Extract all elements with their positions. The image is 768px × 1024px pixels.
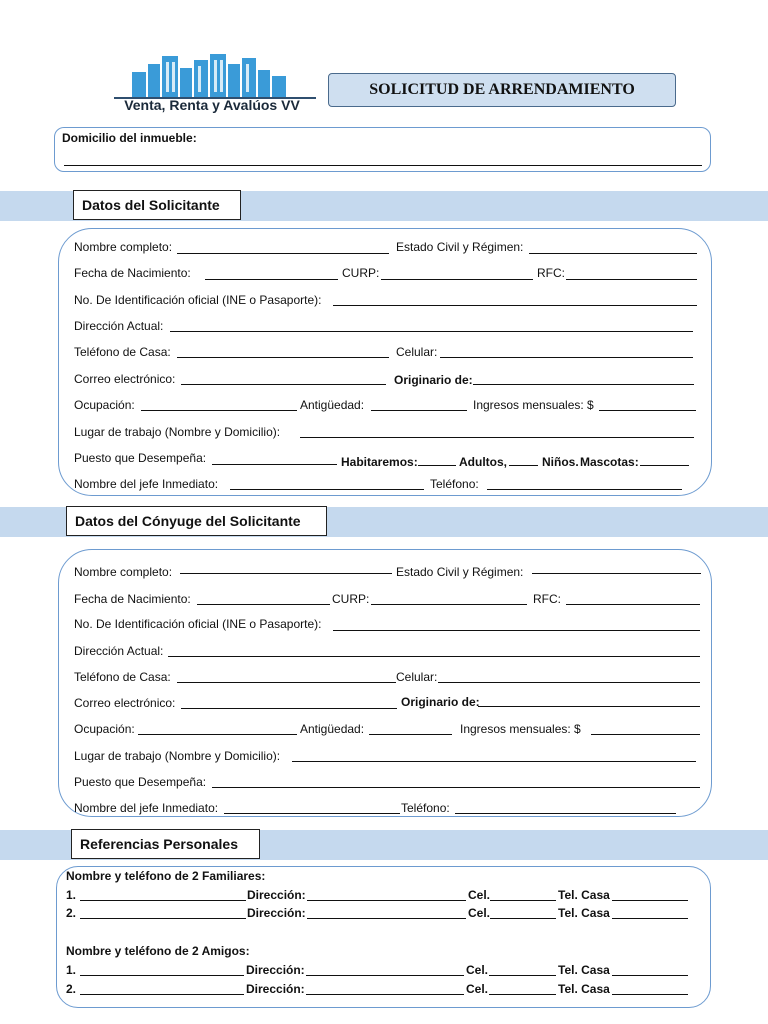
applicant-seniority-line[interactable] [371, 410, 467, 411]
spouse-email-label: Correo electrónico: [74, 696, 176, 710]
spouse-occupation-line[interactable] [138, 734, 297, 735]
applicant-income-line[interactable] [599, 410, 696, 411]
family-1-cel-line[interactable] [490, 900, 556, 901]
friend-2-number: 2. [66, 982, 77, 996]
applicant-children-label: Niños. [542, 455, 579, 469]
applicant-civil-status-line[interactable] [529, 253, 697, 254]
spouse-phone-label: Teléfono: [401, 801, 450, 815]
friend-1-home-line[interactable] [612, 975, 688, 976]
applicant-adults-label: Adultos, [459, 455, 507, 469]
applicant-full-name-label: Nombre completo: [74, 240, 173, 254]
friend-2-cel-label: Cel. [466, 982, 489, 996]
spouse-full-name-line[interactable] [180, 573, 392, 574]
applicant-civil-status-label: Estado Civil y Régimen: [396, 240, 524, 254]
friend-1-address-label: Dirección: [246, 963, 305, 977]
spouse-origin-line[interactable] [478, 706, 700, 707]
friend-1-cel-line[interactable] [489, 975, 556, 976]
spouse-boss-label: Nombre del jefe Inmediato: [74, 801, 219, 815]
applicant-home-phone-line[interactable] [177, 357, 389, 358]
applicant-mobile-line[interactable] [440, 357, 693, 358]
applicant-occupation-label: Ocupación: [74, 398, 135, 412]
spouse-civil-status-line[interactable] [532, 573, 701, 574]
family-1-cel-label: Cel. [468, 888, 491, 902]
spouse-home-phone-label: Teléfono de Casa: [74, 670, 171, 684]
applicant-seniority-label: Antigüedad: [300, 398, 365, 412]
spouse-email-line[interactable] [181, 708, 397, 709]
family-2-address-label: Dirección: [247, 906, 306, 920]
applicant-curp-label: CURP: [342, 266, 380, 280]
spouse-position-label: Puesto que Desempeña: [74, 775, 207, 789]
family-2-home-label: Tel. Casa [558, 906, 610, 920]
applicant-income-label: Ingresos mensuales: $ [473, 398, 594, 412]
spouse-occupation-label: Ocupación: [74, 722, 135, 736]
applicant-inhabitants-line[interactable] [418, 465, 456, 466]
family-1-home-line[interactable] [612, 900, 688, 901]
applicant-phone-line[interactable] [487, 489, 682, 490]
applicant-section-title: Datos del Solicitante [73, 190, 241, 220]
applicant-full-name-line[interactable] [177, 253, 389, 254]
friend-2-name-line[interactable] [80, 994, 244, 995]
applicant-workplace-line[interactable] [300, 437, 694, 438]
applicant-pets-line[interactable] [640, 465, 689, 466]
references-frame [56, 866, 711, 1008]
family-1-address-label: Dirección: [247, 888, 306, 902]
form-title: SOLICITUD DE ARRENDAMIENTO [328, 73, 676, 107]
applicant-pets-label: Mascotas: [580, 455, 639, 469]
applicant-origin-label: Originario de: [394, 373, 473, 387]
applicant-workplace-label: Lugar de trabajo (Nombre y Domicilio): [74, 425, 281, 439]
friend-2-cel-line[interactable] [489, 994, 556, 995]
family-2-cel-line[interactable] [490, 918, 556, 919]
applicant-home-phone-label: Teléfono de Casa: [74, 345, 171, 359]
spouse-position-line[interactable] [212, 787, 700, 788]
applicant-id-label: No. De Identificación oficial (INE o Pasaporte): [74, 293, 322, 307]
spouse-birth-date-line[interactable] [197, 604, 330, 605]
spouse-mobile-label: Celular: [396, 670, 438, 684]
friend-1-address-line[interactable] [306, 975, 464, 976]
spouse-section-title: Datos del Cónyuge del Solicitante [66, 506, 327, 536]
applicant-boss-line[interactable] [230, 489, 424, 490]
spouse-seniority-label: Antigüedad: [300, 722, 365, 736]
spouse-address-line[interactable] [168, 656, 700, 657]
spouse-rfc-label: RFC: [533, 592, 561, 606]
spouse-seniority-line[interactable] [369, 734, 452, 735]
property-address-line[interactable] [64, 165, 702, 166]
friend-2-home-line[interactable] [612, 994, 688, 995]
applicant-birth-date-label: Fecha de Nacimiento: [74, 266, 191, 280]
property-address-label: Domicilio del inmueble: [62, 131, 197, 145]
friends-title: Nombre y teléfono de 2 Amigos: [66, 944, 250, 958]
applicant-inhabitants-label: Habitaremos: [341, 455, 418, 469]
friend-1-cel-label: Cel. [466, 963, 489, 977]
friend-2-home-label: Tel. Casa [558, 982, 610, 996]
spouse-address-label: Dirección Actual: [74, 644, 164, 658]
family-title: Nombre y teléfono de 2 Familiares: [66, 869, 266, 883]
friend-1-name-line[interactable] [80, 975, 244, 976]
family-2-name-line[interactable] [80, 918, 246, 919]
spouse-income-line[interactable] [591, 734, 700, 735]
family-1-name-line[interactable] [80, 900, 246, 901]
family-1-number: 1. [66, 888, 77, 902]
spouse-home-phone-line[interactable] [177, 682, 396, 683]
spouse-id-label: No. De Identificación oficial (INE o Pasaporte): [74, 617, 322, 631]
spouse-id-line[interactable] [333, 630, 700, 631]
applicant-address-label: Dirección Actual: [74, 319, 164, 333]
family-1-home-label: Tel. Casa [558, 888, 610, 902]
applicant-email-line[interactable] [181, 384, 386, 385]
applicant-occupation-line[interactable] [141, 410, 297, 411]
applicant-email-label: Correo electrónico: [74, 372, 176, 386]
spouse-rfc-line[interactable] [566, 604, 700, 605]
family-2-cel-label: Cel. [468, 906, 491, 920]
applicant-rfc-label: RFC: [537, 266, 565, 280]
spouse-workplace-label: Lugar de trabajo (Nombre y Domicilio): [74, 749, 281, 763]
applicant-position-label: Puesto que Desempeña: [74, 451, 207, 465]
friend-2-address-label: Dirección: [246, 982, 305, 996]
applicant-address-line[interactable] [170, 331, 693, 332]
applicant-boss-label: Nombre del jefe Inmediato: [74, 477, 219, 491]
applicant-origin-line[interactable] [473, 384, 694, 385]
brand-name: Venta, Renta y Avalúos VV [124, 97, 300, 113]
applicant-position-line[interactable] [212, 464, 337, 465]
applicant-birth-date-line[interactable] [205, 279, 338, 280]
friend-1-number: 1. [66, 963, 77, 977]
family-2-address-line[interactable] [307, 918, 466, 919]
family-2-home-line[interactable] [612, 918, 688, 919]
spouse-workplace-line[interactable] [292, 761, 696, 762]
spouse-birth-date-label: Fecha de Nacimiento: [74, 592, 191, 606]
spouse-phone-line[interactable] [455, 813, 676, 814]
applicant-id-line[interactable] [333, 305, 697, 306]
spouse-full-name-label: Nombre completo: [74, 565, 173, 579]
spouse-curp-line[interactable] [371, 604, 527, 605]
applicant-mobile-label: Celular: [396, 345, 438, 359]
family-2-number: 2. [66, 906, 77, 920]
applicant-curp-line[interactable] [381, 279, 533, 280]
spouse-origin-label: Originario de: [401, 695, 480, 709]
family-1-address-line[interactable] [307, 900, 466, 901]
references-section-title: Referencias Personales [71, 829, 260, 859]
friend-2-address-line[interactable] [306, 994, 464, 995]
spouse-income-label: Ingresos mensuales: $ [460, 722, 581, 736]
spouse-boss-line[interactable] [224, 813, 400, 814]
spouse-curp-label: CURP: [332, 592, 370, 606]
applicant-phone-label: Teléfono: [430, 477, 479, 491]
applicant-rfc-line[interactable] [566, 279, 697, 280]
spouse-mobile-line[interactable] [438, 682, 700, 683]
friend-1-home-label: Tel. Casa [558, 963, 610, 977]
spouse-civil-status-label: Estado Civil y Régimen: [396, 565, 524, 579]
applicant-adults-line[interactable] [509, 465, 538, 466]
